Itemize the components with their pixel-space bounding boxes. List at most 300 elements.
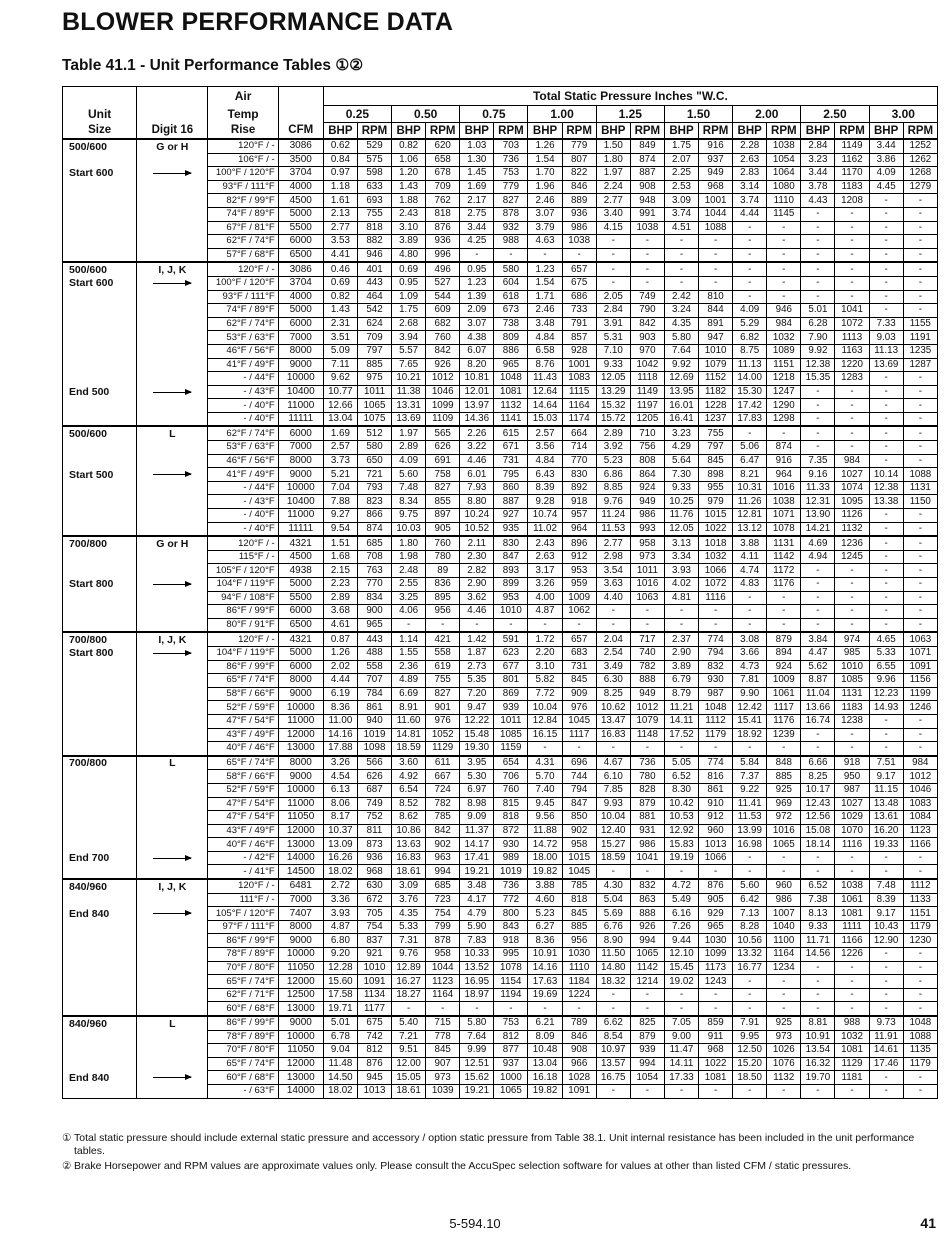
rpm-cell: 948 [630, 194, 664, 208]
table-cell [137, 481, 208, 495]
bhp-cell: 11.50 [596, 948, 630, 962]
bhp-cell: 3.36 [323, 893, 357, 907]
temp-rise-cell: 52°F / 59°F [208, 783, 278, 797]
table-cell [137, 344, 208, 358]
rpm-cell: 1170 [835, 167, 869, 181]
bhp-cell: 11.76 [664, 509, 698, 523]
cfm-cell: 3500 [278, 153, 323, 167]
rpm-cell: 994 [426, 865, 460, 879]
bhp-cell: 16.98 [733, 838, 767, 852]
rpm-cell: 935 [494, 522, 528, 536]
table-cell [137, 811, 208, 825]
bhp-cell: 10.04 [596, 811, 630, 825]
bhp-cell: 4.72 [664, 879, 698, 893]
bhp-cell: 3.44 [801, 167, 835, 181]
bhp-cell: 1.72 [528, 632, 562, 646]
bhp-cell: - [733, 742, 767, 756]
bhp-cell: 4.15 [596, 221, 630, 235]
rpm-cell: - [835, 441, 869, 455]
table-cell [137, 605, 208, 619]
table-cell [63, 783, 137, 797]
bhp-cell: 9.16 [801, 468, 835, 482]
temp-rise-cell: 115°F / - [208, 550, 278, 564]
bhp-cell: 10.86 [392, 824, 426, 838]
table-cell [137, 180, 208, 194]
bhp-cell: - [869, 372, 903, 386]
rpm-cell: 1129 [835, 1057, 869, 1071]
table-row [63, 975, 938, 989]
rpm-cell: 912 [699, 811, 733, 825]
rpm-cell: 1038 [767, 139, 801, 153]
rpm-cell: 678 [426, 167, 460, 181]
table-cell [63, 412, 137, 426]
rpm-cell: - [903, 714, 937, 728]
rpm-cell: 736 [494, 879, 528, 893]
rpm-cell: 696 [562, 756, 596, 770]
rpm-cell: 685 [357, 536, 391, 550]
unit-size: 700/800 [63, 632, 137, 646]
bhp-cell: 9.73 [869, 1016, 903, 1030]
bhp-cell: 9.95 [733, 1030, 767, 1044]
rpm-cell: 876 [357, 1057, 391, 1071]
bhp-cell: 16.26 [323, 851, 357, 865]
rpm-cell: 986 [562, 221, 596, 235]
bhp-cell: 2.90 [664, 646, 698, 660]
bhp-cell: 2.30 [460, 550, 494, 564]
rpm-cell: 845 [562, 907, 596, 921]
temp-rise-cell: 82°F / 99°F [208, 194, 278, 208]
rpm-cell: 774 [699, 632, 733, 646]
bhp-cell: 10.17 [801, 783, 835, 797]
temp-rise-cell: 105°F / 120°F [208, 564, 278, 578]
rpm-cell: 1029 [835, 811, 869, 825]
bhp-cell: - [869, 426, 903, 440]
rpm-cell: 845 [426, 1044, 460, 1058]
table-row [63, 701, 938, 715]
rpm-cell: 772 [494, 893, 528, 907]
rpm-cell: 1015 [562, 851, 596, 865]
bhp-cell: 4.84 [528, 454, 562, 468]
bhp-cell: - [733, 988, 767, 1002]
bhp-cell: - [869, 578, 903, 592]
bhp-cell: 1.68 [323, 550, 357, 564]
bhp-cell: 2.36 [392, 660, 426, 674]
bhp-cell: 9.00 [664, 1030, 698, 1044]
bhp-cell: 11.71 [801, 934, 835, 948]
rpm-cell: 709 [426, 180, 460, 194]
bhp-cell: 12.01 [460, 385, 494, 399]
table-cell [63, 207, 137, 221]
rpm-cell: - [835, 426, 869, 440]
bhp-cell: 7.26 [664, 920, 698, 934]
rpm-cell: 598 [357, 167, 391, 181]
unit-size: 700/800 [63, 756, 137, 770]
bhp-cell: 14.56 [801, 948, 835, 962]
rpm-cell: 1085 [835, 674, 869, 688]
bhp-cell: - [801, 399, 835, 413]
temp-rise-cell: 62°F / 74°F [208, 235, 278, 249]
unit-size: 840/960 [63, 1016, 137, 1030]
rpm-cell: 626 [426, 441, 460, 455]
table-row [63, 317, 938, 331]
rpm-cell: 930 [494, 838, 528, 852]
rpm-cell: - [767, 1084, 801, 1098]
rpm-cell: 902 [426, 838, 460, 852]
rpm-cell: 993 [630, 522, 664, 536]
cfm-cell: 8000 [278, 344, 323, 358]
rpm-cell: 928 [562, 344, 596, 358]
bhp-cell: 11.88 [528, 824, 562, 838]
rpm-cell: 758 [426, 468, 460, 482]
rpm-cell: 1011 [630, 564, 664, 578]
bhp-cell: 13.52 [460, 961, 494, 975]
rpm-cell: - [767, 221, 801, 235]
cfm-cell: 10000 [278, 1030, 323, 1044]
rpm-cell: 918 [494, 934, 528, 948]
bhp-cell: 2.43 [528, 536, 562, 550]
rpm-cell: 799 [426, 920, 460, 934]
bhp-cell: 2.77 [323, 221, 357, 235]
bhp-cell: 10.77 [323, 385, 357, 399]
rpm-cell: - [767, 988, 801, 1002]
bhp-cell: 16.74 [801, 714, 835, 728]
rpm-cell: - [903, 412, 937, 426]
bhp-cell: 3.86 [869, 153, 903, 167]
bhp-cell: 5.35 [460, 674, 494, 688]
bhp-cell: 5.23 [596, 454, 630, 468]
rpm-cell: 848 [767, 756, 801, 770]
table-row [63, 797, 938, 811]
rpm-cell: 861 [357, 701, 391, 715]
bhp-cell: 14.80 [596, 961, 630, 975]
rpm-cell: 1064 [767, 167, 801, 181]
bhp-cell: 14.36 [460, 412, 494, 426]
bhp-cell: 9.62 [323, 372, 357, 386]
rpm-cell: - [494, 618, 528, 632]
rpm-cell: 615 [494, 426, 528, 440]
bhp-cell: 14.81 [392, 728, 426, 742]
bhp-cell: 3.79 [528, 221, 562, 235]
bhp-cell: 13.69 [869, 358, 903, 372]
bhp-cell: 4.61 [323, 618, 357, 632]
bhp-cell: 11.91 [869, 1030, 903, 1044]
bhp-cell: 1.23 [528, 262, 562, 276]
table-row [63, 674, 938, 688]
bhp-cell: 3.17 [528, 564, 562, 578]
table-row [63, 961, 938, 975]
bhp-cell: 7.90 [801, 331, 835, 345]
bhp-cell: 6.80 [323, 934, 357, 948]
rpm-cell: 1112 [699, 714, 733, 728]
rpm-cell: 658 [426, 153, 460, 167]
table-cell [63, 714, 137, 728]
bhp-cell: 3.91 [596, 317, 630, 331]
rpm-cell: 626 [357, 770, 391, 784]
rpm-cell: 876 [699, 879, 733, 893]
bhp-cell: - [801, 1084, 835, 1098]
bhp-cell: - [596, 618, 630, 632]
table-cell [137, 838, 208, 852]
temp-rise-cell: 104°F / 119°F [208, 578, 278, 592]
cfm-cell: 5000 [278, 646, 323, 660]
bhp-cell: - [664, 605, 698, 619]
rpm-cell: 812 [494, 1030, 528, 1044]
unit-size: 500/600 [63, 426, 137, 440]
table-row [63, 167, 938, 181]
bhp-cell: 5.30 [460, 770, 494, 784]
bhp-cell: - [733, 865, 767, 879]
rpm-cell: 1287 [903, 358, 937, 372]
bhp-cell: - [869, 441, 903, 455]
bhp-cell: - [801, 851, 835, 865]
table-row [63, 262, 938, 276]
table-cell [137, 893, 208, 907]
bhp-cell: - [869, 399, 903, 413]
rpm-cell: 1075 [357, 412, 391, 426]
bhp-cell: 13.32 [733, 948, 767, 962]
rpm-cell: 1110 [767, 194, 801, 208]
rpm-cell: 810 [699, 290, 733, 304]
bhp-cell: 10.81 [460, 372, 494, 386]
bhp-cell: - [869, 714, 903, 728]
cfm-cell: 11050 [278, 811, 323, 825]
table-cell [137, 660, 208, 674]
rpm-cell: 496 [426, 262, 460, 276]
rpm-cell: - [699, 1084, 733, 1098]
bhp-cell: - [801, 235, 835, 249]
bhp-cell: 16.01 [664, 399, 698, 413]
cfm-cell: 10400 [278, 495, 323, 509]
rpm-cell: 912 [562, 550, 596, 564]
cfm-cell: 12000 [278, 728, 323, 742]
bhp-cell: - [869, 262, 903, 276]
header-rpm: RPM [357, 123, 391, 140]
table-cell [137, 742, 208, 756]
rpm-cell: 822 [562, 167, 596, 181]
bhp-cell: 1.71 [528, 290, 562, 304]
rpm-cell: 708 [357, 550, 391, 564]
rpm-cell: 1113 [835, 331, 869, 345]
rpm-cell: 1123 [426, 975, 460, 989]
bhp-cell: 10.91 [801, 1030, 835, 1044]
bhp-cell: 10.24 [460, 509, 494, 523]
rpm-cell: 1054 [767, 153, 801, 167]
bhp-cell: 2.57 [323, 441, 357, 455]
cfm-cell: 14500 [278, 865, 323, 879]
rpm-cell: 1048 [903, 1016, 937, 1030]
rpm-cell: 1010 [835, 660, 869, 674]
rpm-cell: 847 [494, 550, 528, 564]
rpm-cell: 654 [494, 756, 528, 770]
table-cell [63, 180, 137, 194]
table-row [63, 139, 938, 153]
rpm-cell: - [767, 865, 801, 879]
rpm-cell: 815 [494, 797, 528, 811]
rpm-cell: 1135 [903, 1044, 937, 1058]
bhp-cell: 8.39 [528, 481, 562, 495]
rpm-cell: 742 [357, 1030, 391, 1044]
bhp-cell: 12.38 [801, 358, 835, 372]
bhp-cell: - [664, 248, 698, 262]
bhp-cell: 19.82 [528, 1084, 562, 1098]
footnote-marker: ② [62, 1160, 72, 1172]
table-row [63, 248, 938, 262]
rpm-cell: 1088 [903, 468, 937, 482]
rpm-cell: 770 [357, 578, 391, 592]
temp-rise-cell: - / 43°F [208, 495, 278, 509]
bhp-cell: 3.25 [392, 591, 426, 605]
bhp-cell: 7.35 [801, 454, 835, 468]
bhp-cell: 10.14 [869, 468, 903, 482]
bhp-cell: 1.97 [392, 426, 426, 440]
rpm-cell: 940 [357, 714, 391, 728]
bhp-cell: - [733, 851, 767, 865]
bhp-cell: 3.51 [323, 331, 357, 345]
cfm-cell: 14000 [278, 1084, 323, 1098]
cfm-cell: 12000 [278, 1057, 323, 1071]
rpm-cell: 693 [357, 194, 391, 208]
bhp-cell: 4.35 [664, 317, 698, 331]
bhp-cell: 9.54 [323, 522, 357, 536]
bhp-cell: 2.11 [460, 536, 494, 550]
rpm-cell: 1081 [835, 907, 869, 921]
bhp-cell: 2.31 [323, 317, 357, 331]
table-row [63, 1002, 938, 1016]
bhp-cell: 6.62 [596, 1016, 630, 1030]
rpm-cell: - [903, 605, 937, 619]
rpm-cell: 784 [357, 687, 391, 701]
rpm-cell: 863 [630, 893, 664, 907]
rpm-cell: - [903, 372, 937, 386]
cfm-cell: 9000 [278, 934, 323, 948]
rpm-cell: 963 [426, 851, 460, 865]
header-temp-rise-temp: Temp [208, 106, 278, 123]
table-cell [63, 605, 137, 619]
bhp-cell: 1.06 [392, 153, 426, 167]
rpm-cell: 936 [357, 851, 391, 865]
rpm-cell: 924 [630, 481, 664, 495]
bhp-cell: 19.33 [869, 838, 903, 852]
rpm-cell: 845 [699, 454, 733, 468]
rpm-cell: 1063 [630, 591, 664, 605]
table-cell [63, 522, 137, 536]
bhp-cell: - [869, 385, 903, 399]
table-cell [137, 358, 208, 372]
rpm-cell: 1083 [903, 797, 937, 811]
unit-size: 500/600 [63, 139, 137, 153]
bhp-cell: 8.62 [392, 811, 426, 825]
bhp-cell: 3.13 [664, 536, 698, 550]
bhp-cell: 12.31 [801, 495, 835, 509]
bhp-cell: 4.43 [801, 194, 835, 208]
table-row [63, 399, 938, 413]
table-cell [137, 824, 208, 838]
rpm-cell: 818 [494, 811, 528, 825]
rpm-cell: 1001 [562, 358, 596, 372]
bhp-cell: - [801, 605, 835, 619]
table-title: Table 41.1 - Unit Performance Tables ①② [62, 57, 364, 74]
rpm-cell: - [630, 618, 664, 632]
bhp-cell: 2.89 [323, 591, 357, 605]
table-cell [137, 687, 208, 701]
bhp-cell: - [733, 262, 767, 276]
right-arrow-icon [153, 858, 191, 859]
cfm-cell: 5500 [278, 591, 323, 605]
table-row [63, 331, 938, 345]
table-cell [137, 1030, 208, 1044]
bhp-cell: 4.25 [460, 235, 494, 249]
bhp-cell: 1.03 [460, 139, 494, 153]
rpm-cell: 1044 [426, 961, 460, 975]
rpm-cell: 842 [426, 824, 460, 838]
rpm-cell: 1078 [494, 961, 528, 975]
bhp-cell: 5.84 [733, 756, 767, 770]
bhp-cell: 8.85 [596, 481, 630, 495]
bhp-cell: 18.00 [528, 851, 562, 865]
bhp-cell: 2.98 [596, 550, 630, 564]
bhp-cell: 8.91 [392, 701, 426, 715]
bhp-cell: 3.44 [460, 221, 494, 235]
rpm-cell: 925 [767, 1016, 801, 1030]
bhp-cell: 13.09 [323, 838, 357, 852]
bhp-cell: 17.88 [323, 742, 357, 756]
bhp-cell: 2.89 [596, 426, 630, 440]
bhp-cell: 10.21 [392, 372, 426, 386]
bhp-cell: 3.48 [460, 879, 494, 893]
rpm-cell: 959 [562, 578, 596, 592]
table-cell [137, 207, 208, 221]
rpm-cell: - [835, 221, 869, 235]
bhp-cell: 14.72 [528, 838, 562, 852]
rpm-cell: 421 [426, 632, 460, 646]
rpm-cell: 620 [426, 139, 460, 153]
rpm-cell: 1228 [699, 399, 733, 413]
bhp-cell: 11.53 [733, 811, 767, 825]
rpm-cell: 1009 [767, 674, 801, 688]
rpm-cell: - [562, 742, 596, 756]
rpm-cell: - [835, 564, 869, 578]
bhp-cell: - [801, 262, 835, 276]
rpm-cell: 1151 [903, 907, 937, 921]
rpm-cell: 955 [699, 481, 733, 495]
bhp-cell: - [869, 591, 903, 605]
header-pressure-value: 1.00 [528, 106, 596, 123]
rpm-cell: 1045 [562, 865, 596, 879]
rpm-cell: 930 [699, 674, 733, 688]
bhp-cell: 8.90 [596, 934, 630, 948]
rpm-cell: 731 [562, 660, 596, 674]
bhp-cell: 1.96 [528, 180, 562, 194]
rpm-cell: 957 [562, 509, 596, 523]
rpm-cell: 1095 [835, 495, 869, 509]
start-end-label: Start 600 [63, 167, 137, 181]
rpm-cell: 960 [699, 824, 733, 838]
bhp-cell: 4.41 [323, 248, 357, 262]
temp-rise-cell: 46°F / 56°F [208, 454, 278, 468]
header-bhp: BHP [392, 123, 426, 140]
temp-rise-cell: 94°F / 108°F [208, 591, 278, 605]
bhp-cell: 6.42 [733, 893, 767, 907]
bhp-cell: 14.50 [323, 1071, 357, 1085]
table-row [63, 509, 938, 523]
cfm-cell: 14000 [278, 851, 323, 865]
table-row [63, 632, 938, 646]
rpm-cell: 965 [357, 618, 391, 632]
rpm-cell: 1164 [767, 948, 801, 962]
bhp-cell: 18.02 [323, 865, 357, 879]
bhp-cell: 1.75 [664, 139, 698, 153]
header-rpm: RPM [767, 123, 801, 140]
